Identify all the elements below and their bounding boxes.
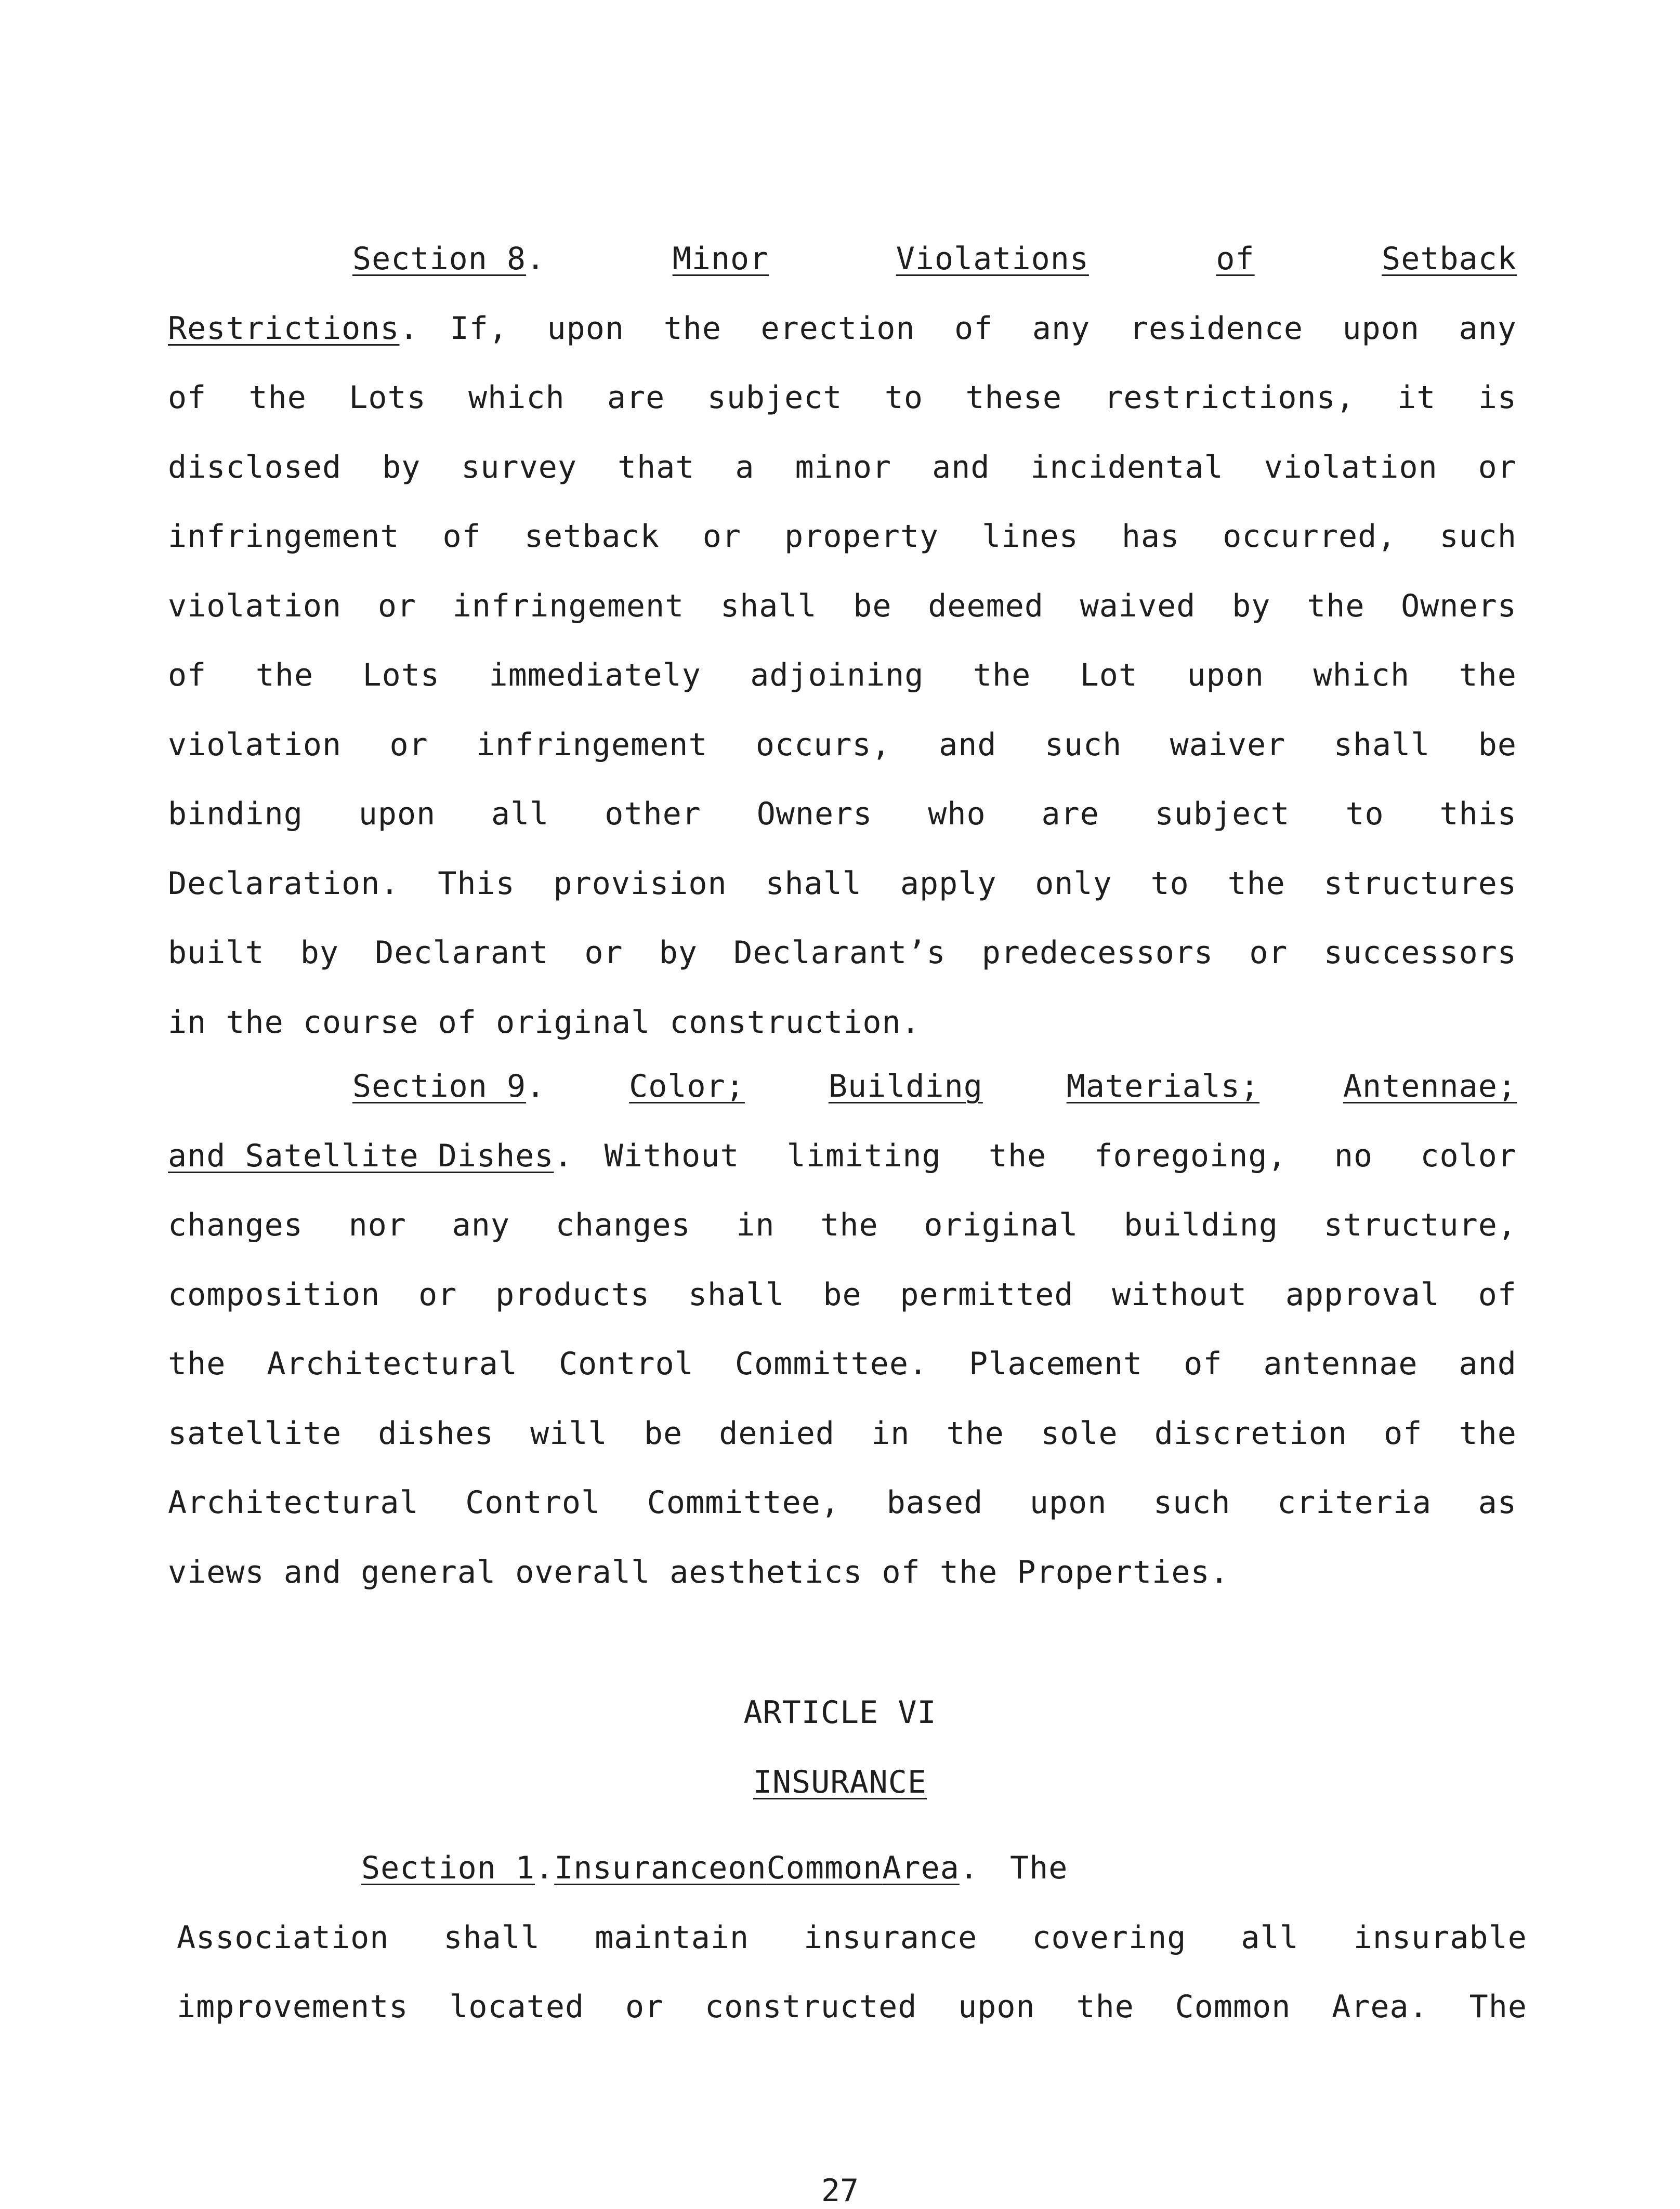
section-8-body-text-word: setback (524, 518, 660, 555)
section-8-title-end: Restrictions (168, 310, 400, 347)
section-8-body-text-word: such (1439, 518, 1517, 555)
section-9-body-text (168, 1260, 1517, 1330)
section-9-body-text-word: and (1459, 1346, 1517, 1382)
section-9-body-text-word: without (1112, 1276, 1248, 1313)
section-8-body-text-word: by (382, 449, 421, 485)
section-9-body-text-word: as (1478, 1484, 1517, 1521)
section-8-body-text-word: binding (168, 796, 303, 832)
section-9-body-text-word: the (820, 1207, 878, 1243)
section-9-body-text-word: dishes (378, 1415, 494, 1452)
article-number: ARTICLE VI (743, 1694, 937, 1731)
section-8-body-text-word: the (255, 657, 314, 693)
section-1-title-word: Common (766, 1850, 883, 1886)
section-9-body-text-word: in (736, 1207, 775, 1243)
section-8-body-text-word: or (702, 518, 742, 555)
section-1-body-text-word: insurance (804, 1919, 978, 1956)
section-8-line (168, 502, 1517, 572)
section-1-body-text-word: Area. (1332, 1989, 1428, 2025)
section-1-body-text (177, 1903, 1527, 1973)
section-8-body-text-word: be (1478, 726, 1517, 763)
section-1-body-text-word: the (1076, 1989, 1134, 2025)
section-8-body-text-word: or (389, 726, 428, 763)
section-1-line (177, 1903, 1527, 1973)
section-9-body-text-word: satellite (168, 1415, 342, 1452)
section-9-body-text-word: Placement (969, 1346, 1143, 1382)
section-9-body-text-word: changes (168, 1207, 303, 1243)
section-8-line (168, 918, 1517, 988)
section-9-body-text-word: original (924, 1207, 1079, 1243)
section-9-title-word: Antennae; (1343, 1068, 1517, 1104)
section-8-body-text-word: any (1032, 310, 1091, 347)
section-8-body-text-word: to (884, 379, 924, 416)
section-8-body-text-word: deemed (928, 587, 1044, 624)
section-8-body-text-word: and (932, 449, 990, 485)
section-8-body-text-word: or (1249, 935, 1288, 971)
section-9-body-text (168, 1468, 1517, 1538)
section-9-body-text (168, 1191, 1517, 1260)
section-9-body-text-word: of (1478, 1276, 1517, 1313)
section-8-body-text-word: or (1478, 449, 1517, 485)
section-8-body-text-word: residence (1129, 310, 1303, 347)
section-8-body-text-word: occurs, (755, 726, 891, 763)
section-9-body-text-word: such (1153, 1484, 1231, 1521)
section-8-body-text-word: minor (795, 449, 892, 485)
section-1-title-word: Area (882, 1850, 960, 1886)
section-9-body-text (605, 1122, 1517, 1191)
section-8-line (168, 433, 1517, 503)
section-9-body-text-word: Without (604, 1137, 740, 1174)
section-8-body-text-word: waiver (1170, 726, 1286, 763)
section-8-body-text-word: the (1459, 657, 1517, 693)
section-9-body-text-word: color (1420, 1137, 1517, 1174)
section-8-title-word: Minor (672, 241, 769, 277)
section-9-body-text-word: Architectural (267, 1346, 518, 1382)
section-9-body-text-word: limiting (786, 1137, 941, 1174)
article-title-text: INSURANCE (753, 1764, 927, 1800)
section-1-body-text-word: constructed (705, 1989, 917, 2025)
section-9-body-text-word: the (168, 1346, 226, 1382)
section-8-body-text-word: is (1478, 379, 1517, 416)
section-9-body-text-word: the (988, 1137, 1047, 1174)
section-1-body-text-word: upon (958, 1989, 1035, 2025)
section-8-body-text-word: If, (450, 310, 508, 347)
section-8-body-text-word: Lots (362, 657, 440, 693)
section-8-body-text-word: lines (982, 518, 1079, 555)
section-9-body-text-word: Committee, (647, 1484, 840, 1521)
section-1-body-text-word: Common (1175, 1989, 1291, 2025)
section-8-body-text-word: structures (1323, 865, 1517, 902)
section-8-body-text-word: predecessors (981, 935, 1214, 971)
section-8-body-text-word: waived (1080, 587, 1196, 624)
section-8-body-text-word: subject (1154, 796, 1290, 832)
section-9-body-text-word: building (1124, 1207, 1279, 1243)
section-1-body-text-word: shall (443, 1919, 541, 1956)
section-8-body-text-word: and (939, 726, 997, 763)
section-8-body-text-word: the (663, 310, 721, 347)
section-8-line (168, 988, 1517, 1058)
section-8-body-text-word: occurred, (1223, 518, 1397, 555)
section-8-body-text-word: are (1041, 796, 1099, 832)
section-8-line (168, 780, 1517, 849)
section-8-body-text (168, 502, 1517, 572)
section-9-body-text-word: Committee. (734, 1346, 928, 1382)
section-1 (177, 1834, 1527, 2042)
section-9-body-text-word: changes (555, 1207, 691, 1243)
section-8-body-text-word: or (584, 935, 623, 971)
section-8-body-text-word: upon (358, 796, 436, 832)
section-8-body-text-word: apply (900, 865, 997, 902)
section-8-body-text (168, 641, 1517, 711)
section-8-line (168, 641, 1517, 711)
section-9-body-text: views and general overall aesthetics of the Properties. (168, 1554, 1229, 1590)
section-9-line (168, 1538, 1517, 1608)
section-1-body-text (177, 1973, 1527, 2042)
section-8-line (168, 849, 1517, 919)
section-1-first-word-word: The (1009, 1850, 1068, 1886)
section-8-body-text (450, 294, 1517, 364)
section-1-line (177, 1973, 1527, 2042)
section-8-heading-line: Section 8. Minor Violations of Setback (168, 225, 1517, 294)
section-9-body-text-word: permitted (900, 1276, 1074, 1313)
section-9-body-text-word: antennae (1263, 1346, 1418, 1382)
section-8-body-text-word: violation (168, 726, 342, 763)
section-9-body-text-word: of (1184, 1346, 1223, 1382)
section-9-line (168, 1399, 1517, 1469)
section-8-body-text (168, 363, 1517, 433)
section-8-body-text-word: all (491, 796, 549, 832)
section-8-body-text (168, 918, 1517, 988)
section-8-body-text-word: by (659, 935, 698, 971)
section-1-title-word: on (728, 1850, 767, 1886)
section-8-body-text (168, 780, 1517, 849)
section-8-body-text-word: which (468, 379, 565, 416)
section-9-body-text-word: Control (465, 1484, 601, 1521)
section-8-line: Restrictions. If, upon the erection of any residence upon any (168, 294, 1517, 364)
section-1-body-text-word: improvements (177, 1989, 409, 2025)
section-1-title-word: Insurance (554, 1850, 728, 1886)
section-8-body-text-word: this (1439, 796, 1517, 832)
section-9-body-text-word: the (1459, 1415, 1517, 1452)
section-9 (168, 1052, 1517, 1607)
section-1-label: Section 1 (361, 1850, 535, 1886)
section-8-body-text-word: Declarant’s (733, 935, 946, 971)
section-8-body-text-word: these (965, 379, 1062, 416)
section-9-body-text-word: of (1384, 1415, 1423, 1452)
section-8-title-word: Violations (896, 241, 1089, 277)
section-9-body-text-word: any (452, 1207, 510, 1243)
section-8-body-text (168, 572, 1517, 641)
section-9-label: Section 9 (352, 1068, 527, 1104)
section-8-body-text-word: by (1232, 587, 1271, 624)
section-1-body-text-word: located (449, 1989, 585, 2025)
section-9-body-text-word: based (886, 1484, 983, 1521)
section-8-body-text-word: of (168, 379, 207, 416)
section-8-body-text-word: the (1307, 587, 1365, 624)
section-8-body-text-word: incidental (1030, 449, 1224, 485)
section-9-title-word: Building (828, 1068, 983, 1104)
section-9-body-text-word: approval (1285, 1276, 1440, 1313)
section-8-body-text-word: upon (547, 310, 625, 347)
section-8-body-text-word: to (1150, 865, 1189, 902)
section-8-body-text-word: upon (1342, 310, 1420, 347)
section-8-title-word: Setback (1382, 241, 1517, 277)
section-8-body-text-word: successors (1323, 935, 1517, 971)
section-8-body-text-word: Declaration. (168, 865, 400, 902)
section-8-body-text-word: or (377, 587, 417, 624)
section-8-body-text-word: infringement (476, 726, 708, 763)
section-9-body-text-word: be (823, 1276, 862, 1313)
section-1-body-text-word: or (625, 1989, 664, 2025)
section-9-body-text-word: sole (1041, 1415, 1118, 1452)
section-8-body-text-word: violation (168, 587, 342, 624)
section-9-body-text-word: shall (688, 1276, 785, 1313)
section-9-body-text-word: products (495, 1276, 650, 1313)
section-8 (168, 225, 1517, 1057)
section-9-body-text-word: nor (348, 1207, 406, 1243)
section-1-first-word (1010, 1834, 1527, 1903)
section-8-body-text: in the course of original construction. (168, 1004, 921, 1041)
section-9-body-text-word: foregoing, (1094, 1137, 1287, 1174)
section-8-title-word: of (1216, 241, 1255, 277)
section-9-title-end: and Satellite Dishes (168, 1137, 554, 1174)
section-9-line (168, 1468, 1517, 1538)
section-1-body-text-word: Association (177, 1919, 389, 1956)
section-9-line: and Satellite Dishes. Without limiting the foregoing, no color (168, 1122, 1517, 1191)
section-9-body-text-word: composition (168, 1276, 380, 1313)
section-8-body-text-word: has (1121, 518, 1180, 555)
section-8-body-text-word: provision (553, 865, 727, 902)
section-8-body-text-word: it (1397, 379, 1436, 416)
section-9-line (168, 1260, 1517, 1330)
section-9-body-text-word: no (1334, 1137, 1373, 1174)
section-8-body-text-word: a (735, 449, 755, 485)
section-8-body-text-word: the (1227, 865, 1285, 902)
section-9-body-text-word: criteria (1277, 1484, 1432, 1521)
section-8-body-text-word: of (442, 518, 481, 555)
section-9-body-text-word: or (418, 1276, 457, 1313)
section-9-title-word: Color; (629, 1068, 745, 1104)
section-8-body-text-word: shall (1333, 726, 1430, 763)
section-8-body-text (168, 433, 1517, 503)
section-8-body-text (168, 849, 1517, 919)
section-8-body-text-word: Declarant (375, 935, 549, 971)
section-8-body-text-word: disclosed (168, 449, 342, 485)
section-8-body-text-word: be (853, 587, 892, 624)
section-8-body-text-word: such (1044, 726, 1122, 763)
section-8-body-text-word: of (168, 657, 207, 693)
section-8-body-text-word: that (617, 449, 695, 485)
section-8-body-text-word: other (605, 796, 701, 832)
section-1-body-text-word: covering (1032, 1919, 1187, 1956)
section-9-body-text-word: be (644, 1415, 683, 1452)
section-8-body-text-word: This (438, 865, 515, 902)
section-8-body-text-word: shall (720, 587, 817, 624)
section-8-body-text-word: Lot (1080, 657, 1138, 693)
section-8-body-text-word: infringement (168, 518, 400, 555)
section-9-body-text-word: Control (559, 1346, 694, 1382)
section-9-title-word: Materials; (1066, 1068, 1259, 1104)
section-8-body-text-word: immediately (489, 657, 701, 693)
section-8-label: Section 8 (352, 241, 527, 277)
section-8-body-text-word: Owners (1401, 587, 1517, 624)
section-8-line (168, 572, 1517, 641)
article-title (0, 1764, 1680, 1800)
section-8-body-text-word: who (928, 796, 986, 832)
section-8-body-text-word: violation (1264, 449, 1438, 485)
section-1-heading-line: Section 1. Insurance on Common Area. The (177, 1834, 1527, 1903)
section-9-body-text-word: discretion (1154, 1415, 1347, 1452)
section-8-body-text-word: upon (1187, 657, 1265, 693)
section-8-body-text-word: which (1313, 657, 1410, 693)
section-8-body-text (168, 711, 1517, 780)
section-8-body-text-word: to (1345, 796, 1384, 832)
section-1-body-text-word: insurable (1353, 1919, 1527, 1956)
section-8-body-text-word: built (168, 935, 265, 971)
section-8-body-text-word: the (248, 379, 307, 416)
section-9-body-text-word: in (871, 1415, 910, 1452)
section-1-body-text-word: The (1469, 1989, 1527, 2025)
section-8-body-text-word: infringement (452, 587, 685, 624)
section-8-body-text-word: adjoining (750, 657, 924, 693)
section-9-body-text (168, 1330, 1517, 1399)
section-9-body-text-word: will (530, 1415, 608, 1452)
section-9-line (168, 1191, 1517, 1260)
section-8-body-text-word: subject (707, 379, 843, 416)
section-9-line (168, 1330, 1517, 1399)
section-9-body-text-word: the (946, 1415, 1004, 1452)
section-9-body-text-word: denied (719, 1415, 835, 1452)
section-8-body-text-word: shall (765, 865, 862, 902)
section-9-body-text-word: structure, (1323, 1207, 1517, 1243)
section-8-body-text-word: of (954, 310, 993, 347)
section-8-body-text-word: any (1459, 310, 1517, 347)
section-8-body-text-word: are (607, 379, 665, 416)
section-9-heading-line: Section 9. Color; Building Materials; Antennae; (168, 1052, 1517, 1122)
section-9-body-text (168, 1399, 1517, 1469)
section-8-body-text-word: the (973, 657, 1031, 693)
section-8-body-text-word: by (300, 935, 339, 971)
section-8-body-text-word: Lots (349, 379, 426, 416)
section-8-line (168, 363, 1517, 433)
section-8-body-text-word: property (784, 518, 939, 555)
section-8-body-text-word: survey (461, 449, 578, 485)
section-1-body-text-word: all (1241, 1919, 1299, 1956)
section-9-body-text-word: Architectural (168, 1484, 419, 1521)
section-8-body-text-word: only (1035, 865, 1112, 902)
section-8-line (168, 711, 1517, 780)
section-8-body-text-word: restrictions, (1104, 379, 1355, 416)
section-9-body-text-word: upon (1029, 1484, 1107, 1521)
page-number: 27 (821, 2173, 859, 2209)
section-1-body-text-word: maintain (595, 1919, 750, 1956)
section-8-body-text-word: Owners (756, 796, 873, 832)
section-8-body-text-word: erection (760, 310, 915, 347)
